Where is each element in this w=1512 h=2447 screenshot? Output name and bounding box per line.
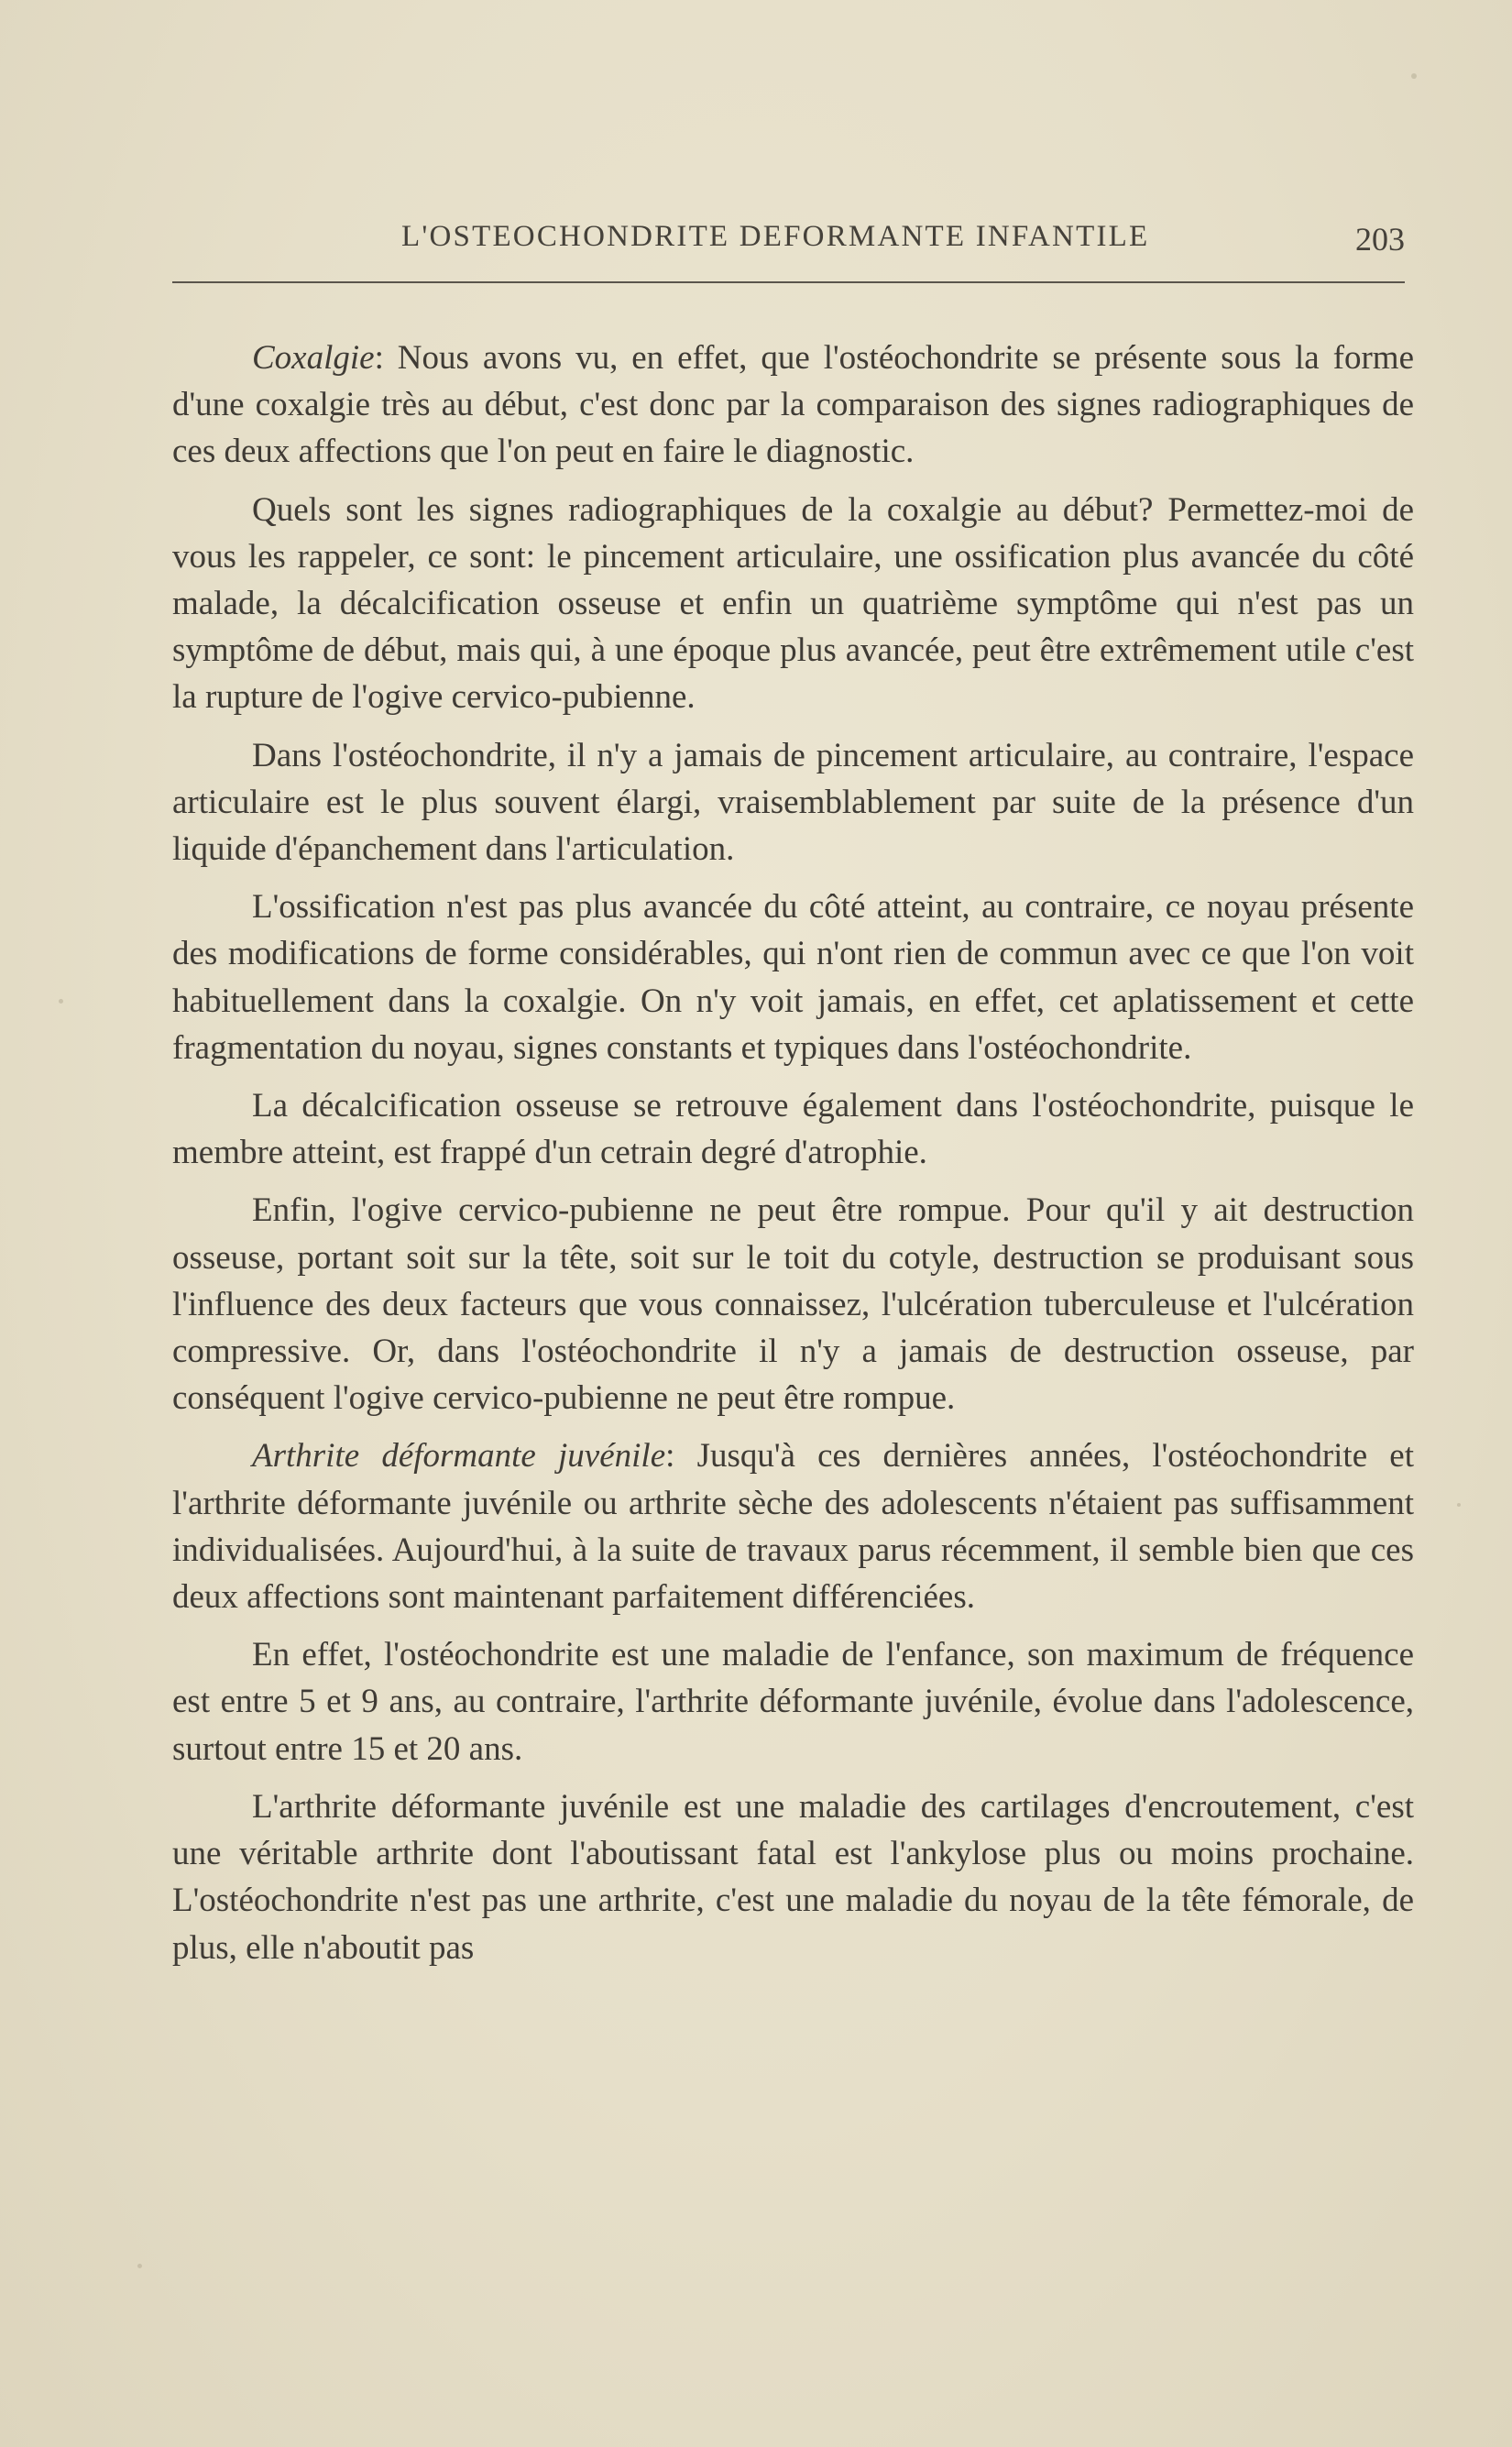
paragraph-lead: Coxalgie — [252, 339, 375, 377]
paragraph-coxalgie — [172, 335, 1414, 476]
paragraph — [172, 1783, 1414, 1971]
paragraph — [172, 1187, 1414, 1421]
paragraph-arthrite — [172, 1432, 1414, 1620]
paragraph-text: Enfin, l'ogive cervico-pubienne ne peut être rompue. Pour qu'il y ait destruction osseuse, portant soit sur la tête, soit sur le toit du cotyle, destruction se produisant sous l'influence des deux facteurs que vous connaissez, l'ulcération tuberculeuse et l'ulcération compressive. Or, dans l'ostéochondrite il n'y a jamais de destruction osseuse, par conséquent l'ogive cervico-pubienne ne peut être rompue. — [172, 1191, 1414, 1418]
running-head — [172, 220, 1405, 260]
running-title: L'OSTEOCHONDRITE DEFORMANTE INFANTILE — [401, 220, 1150, 253]
header-rule — [172, 281, 1405, 283]
paragraph-lead: Arthrite déformante juvénile — [252, 1437, 666, 1476]
paragraph — [172, 883, 1414, 1071]
paragraph — [172, 487, 1414, 721]
paragraph — [172, 732, 1414, 873]
paragraph-text: : Nous avons vu, en effet, que l'ostéochondrite se présente sous la forme d'une coxalgie très au début, c'est donc par la comparaison des signes radiographiques de ces deux affections que l'on peut en faire le diagnostic. — [172, 339, 1414, 471]
paper-speck — [1457, 1503, 1461, 1507]
paper-speck — [1411, 73, 1417, 79]
body-text — [172, 335, 1414, 1982]
paragraph-text: : Jusqu'à ces dernières années, l'ostéochondrite et l'arthrite déformante juvénile ou arthrite sèche des adolescents n'étaient pas suffisamment individualisées. Aujourd'hui, à la suite de travaux parus récemment, il semble bien que ces deux affections sont maintenant parfaitement différenciées. — [172, 1437, 1414, 1617]
paragraph-text: L'ossification n'est pas plus avancée du côté atteint, au contraire, ce noyau présente des modifications de forme considérables, qui n'ont rien de commun avec ce que l'on voit habituellement dans la coxalgie. On n'y voit jamais, en effet, cet aplatissement et cette fragmentation du noyau, signes constants et typiques dans l'ostéochondrite. — [172, 888, 1414, 1067]
paragraph — [172, 1631, 1414, 1772]
paragraph-text: Quels sont les signes radiographiques de la coxalgie au début? Permettez-moi de vous les rappeler, ce sont: le pincement articulaire, une ossification plus avancée du côté malade, la décalcification osseuse et enfin un quatrième symptôme qui n'est pas un symptôme de début, mais qui, à une époque plus avancée, peut être extrêmement utile c'est la rupture de l'ogive cervico-pubienne. — [172, 490, 1414, 717]
paragraph-text: Dans l'ostéochondrite, il n'y a jamais de pincement articulaire, au contraire, l'espace articulaire est le plus souvent élargi, vraisemblablement par suite de la présence d'un liquide d'épanchement dans l'articulation. — [172, 736, 1414, 869]
paragraph-text: L'arthrite déformante juvénile est une maladie des cartilages d'encroutement, c'est une véritable arthrite dont l'aboutissant fatal est l'ankylose plus ou moins prochaine. L'ostéochondrite n'est pas une arthrite, c'est une maladie du noyau de la tête fémorale, de plus, elle n'aboutit pas — [172, 1787, 1414, 1967]
paragraph-text: La décalcification osseuse se retrouve également dans l'ostéochondrite, puisque le membre atteint, est frappé d'un cetrain degré d'atrophie. — [172, 1087, 1414, 1172]
page-number: 203 — [1355, 221, 1405, 258]
paper-speck — [59, 999, 63, 1004]
paper-speck — [137, 2264, 142, 2268]
paragraph — [172, 1082, 1414, 1176]
paragraph-text: En effet, l'ostéochondrite est une maladie de l'enfance, son maximum de fréquence est entre 5 et 9 ans, au contraire, l'arthrite déformante juvénile, évolue dans l'adolescence, surtout entre 15 et 20 ans. — [172, 1636, 1414, 1768]
